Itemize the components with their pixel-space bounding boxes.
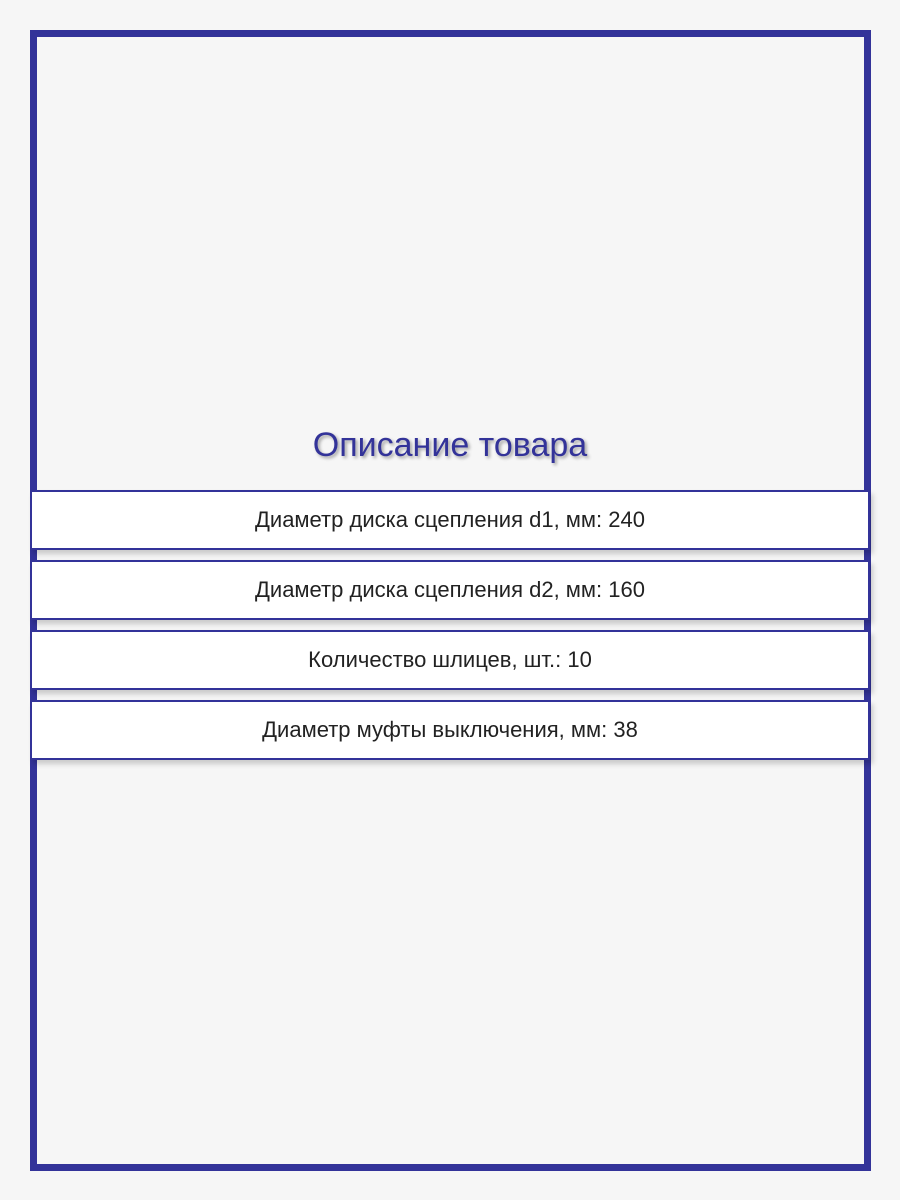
spec-row-release-bearing-diameter: Диаметр муфты выключения, мм: 38	[30, 700, 870, 760]
spec-list	[30, 490, 872, 770]
spec-row-disc-diameter-d1: Диаметр диска сцепления d1, мм: 240	[30, 490, 870, 550]
product-description-title: Описание товара	[312, 426, 588, 464]
spec-row-disc-diameter-d2: Диаметр диска сцепления d2, мм: 160	[30, 560, 870, 620]
spec-row-spline-count: Количество шлицев, шт.: 10	[30, 630, 870, 690]
